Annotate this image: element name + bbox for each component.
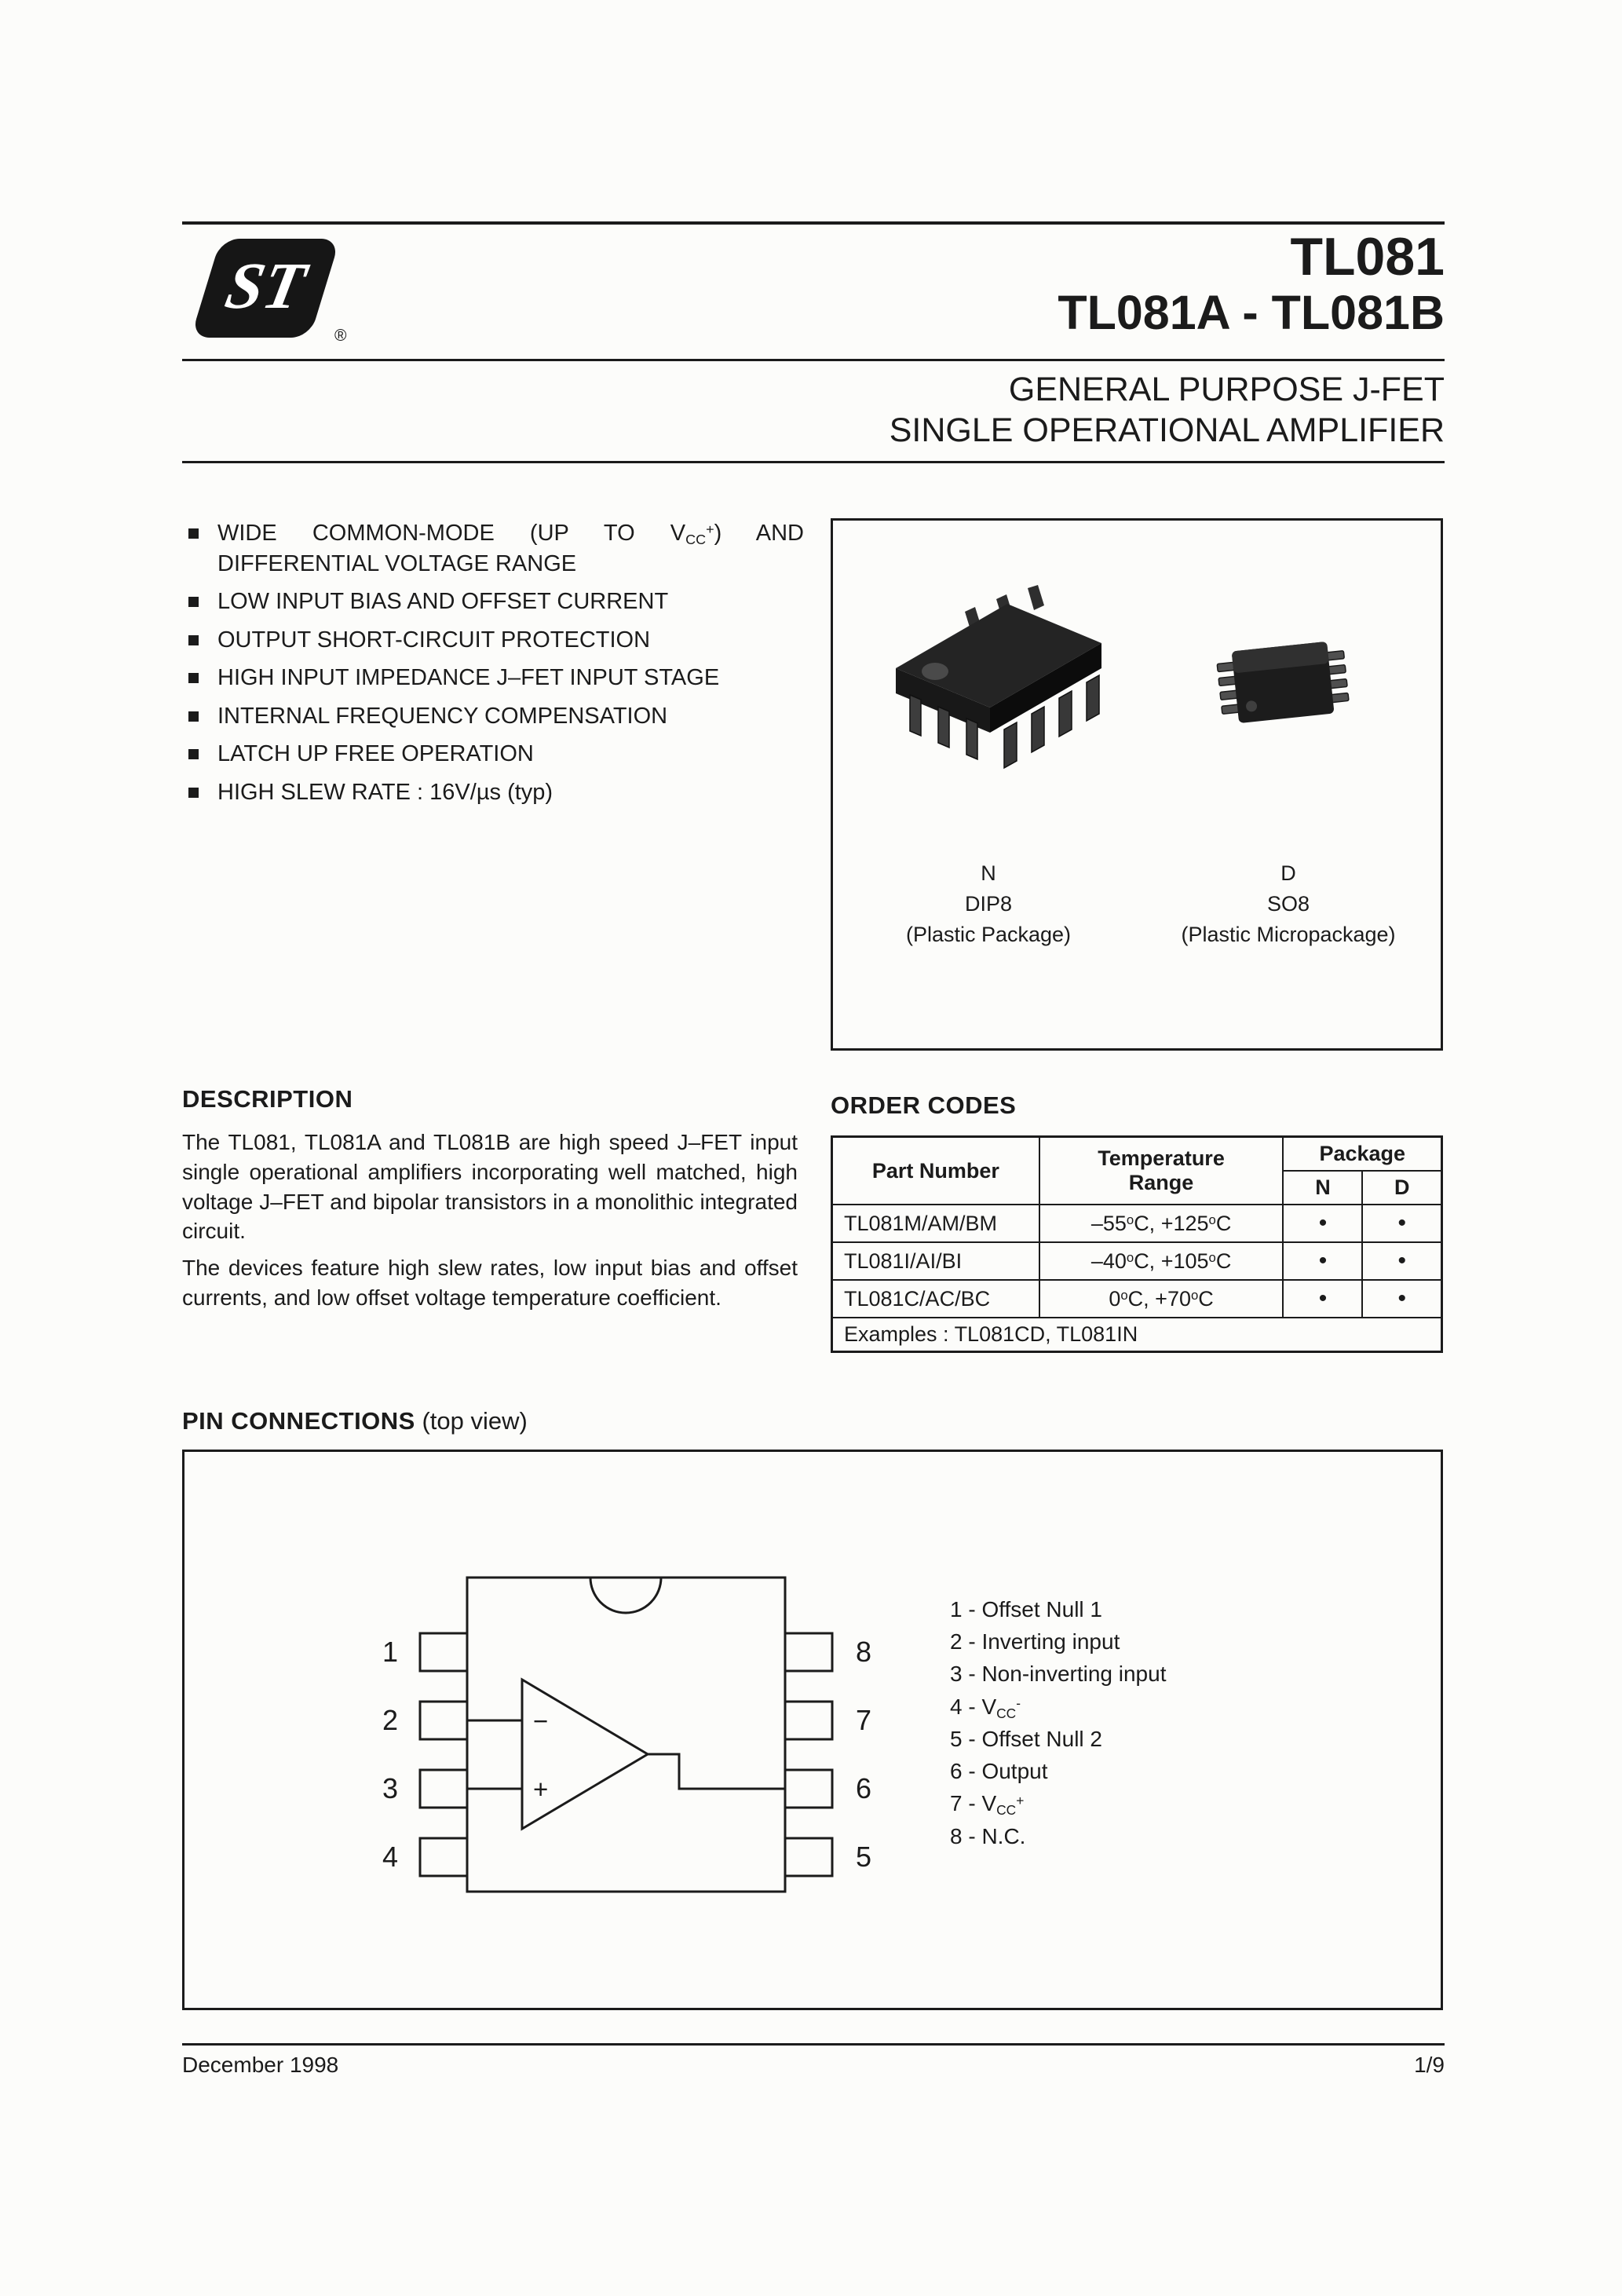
- package-code-n: N: [981, 861, 996, 885]
- col-header-package: Package: [1283, 1137, 1441, 1172]
- divider-subtitle: [182, 461, 1445, 463]
- so8-package-image: [1200, 623, 1365, 740]
- feature-text: HIGH INPUT IMPEDANCE J–FET INPUT STAGE: [217, 665, 720, 691]
- pin-description: 3 - Non-inverting input: [950, 1662, 1167, 1687]
- temperature-cell: $-55^oC$, $+125^oC$: [1039, 1205, 1284, 1242]
- pin-description: $4 - V_{CC}^-$: [950, 1694, 1021, 1721]
- col-header-part-number: Part Number: [832, 1137, 1039, 1205]
- part-number-cell: TL081C/AC/BC: [832, 1280, 1039, 1318]
- col-header-temperature-range: Temperature Range: [1039, 1137, 1284, 1205]
- feature-item: [182, 587, 804, 617]
- subtitle-block: [890, 369, 1445, 452]
- title-block: [1058, 228, 1445, 339]
- description-text: [182, 1128, 798, 1313]
- dip8-pin1-notch: [922, 663, 948, 680]
- pin-number-7: 7: [856, 1704, 872, 1736]
- pin-description: 6 - Output: [950, 1759, 1048, 1784]
- feature-item: [182, 701, 804, 732]
- pin-connections-heading: PIN CONNECTIONS (top view): [182, 1407, 528, 1435]
- left-pin-pads: [420, 1633, 467, 1876]
- package-box: [831, 518, 1443, 1051]
- pin-description: 5 - Offset Null 2: [950, 1726, 1103, 1751]
- examples-cell: Examples : TL081CD, TL081IN: [832, 1318, 1442, 1352]
- pin-description: 2 - Inverting input: [950, 1629, 1120, 1654]
- pin-description-list: [950, 1595, 1166, 1854]
- pin-number-8: 8: [856, 1636, 872, 1668]
- feature-item: [182, 625, 804, 656]
- pin-number-4: 4: [382, 1841, 398, 1873]
- temperature-cell: $-40^oC$, $+105^oC$: [1039, 1242, 1284, 1280]
- dip-notch: [590, 1578, 661, 1613]
- part-number-title: TL081: [1290, 227, 1445, 287]
- package-n-cell: •: [1283, 1280, 1362, 1318]
- table-row: [832, 1205, 1442, 1242]
- dip8-package-image: [872, 576, 1123, 788]
- st-logo-text: ST: [220, 249, 312, 323]
- package-d-cell: •: [1362, 1280, 1441, 1318]
- pin-connections-box: [182, 1450, 1443, 2010]
- pin-number-1: 1: [382, 1636, 398, 1668]
- right-pin-pads: [785, 1633, 832, 1876]
- features-list: [182, 518, 804, 816]
- dip8-package-label: [844, 858, 1133, 950]
- feature-text: INTERNAL FREQUENCY COMPENSATION: [217, 703, 668, 729]
- package-desc-dip8: (Plastic Package): [905, 923, 1072, 947]
- dip-body-outline: [467, 1578, 785, 1892]
- description-paragraph-1: The TL081, TL081A and TL081B are high speed J–FET input single operational amplifiers incorporating well matched, high voltage J–FET and bipolar transistors in a monolithic integrated circuit.: [182, 1130, 798, 1244]
- pin-number-6: 6: [856, 1772, 872, 1804]
- st-logo: [188, 239, 353, 356]
- st-logo-shape: [191, 239, 341, 338]
- col-header-package-n: N: [1283, 1171, 1362, 1205]
- pin-description: 1 - Offset Null 1: [950, 1597, 1103, 1621]
- feature-item: [182, 663, 804, 693]
- opamp-minus-sign: −: [533, 1706, 549, 1735]
- feature-text: HIGH SLEW RATE : 16V/µs (typ): [217, 779, 553, 805]
- feature-text: LATCH UP FREE OPERATION: [217, 741, 534, 767]
- registered-mark: ®: [334, 327, 347, 345]
- opamp-triangle: [522, 1680, 648, 1829]
- feature-text: OUTPUT SHORT-CIRCUIT PROTECTION: [217, 627, 651, 653]
- pin-number-3: 3: [382, 1772, 398, 1804]
- feature-item: [182, 518, 804, 579]
- part-number-cell: TL081M/AM/BM: [832, 1205, 1039, 1242]
- part-number-cell: TL081I/AI/BI: [832, 1242, 1039, 1280]
- table-header-row: [832, 1137, 1442, 1172]
- package-code-d: D: [1280, 861, 1296, 885]
- divider-top: [182, 221, 1445, 225]
- subtitle-line2: SINGLE OPERATIONAL AMPLIFIER: [889, 411, 1445, 450]
- table-row: [832, 1242, 1442, 1280]
- table-examples-row: [832, 1318, 1442, 1352]
- table-row: [832, 1280, 1442, 1318]
- dip-pinout-diagram: [310, 1546, 907, 1986]
- package-desc-so8: (Plastic Micropackage): [1181, 923, 1396, 947]
- package-n-cell: •: [1283, 1205, 1362, 1242]
- divider-footer: [182, 2043, 1445, 2046]
- package-n-cell: •: [1283, 1242, 1362, 1280]
- bullet-square-icon: [188, 635, 199, 645]
- pin-description: 8 - N.C.: [950, 1823, 1026, 1848]
- col-header-package-d: D: [1362, 1171, 1441, 1205]
- footer-date: December 1998: [182, 2053, 339, 2077]
- description-paragraph-2: The devices feature high slew rates, low input bias and offset currents, and low offset voltage temperature coefficient.: [182, 1256, 798, 1310]
- feature-text: LOW INPUT BIAS AND OFFSET CURRENT: [217, 589, 669, 615]
- package-d-cell: •: [1362, 1205, 1441, 1242]
- description-heading: DESCRIPTION: [182, 1085, 353, 1113]
- bullet-square-icon: [188, 788, 199, 798]
- package-name-dip8: DIP8: [964, 892, 1013, 916]
- bullet-square-icon: [188, 528, 199, 539]
- pin-number-5: 5: [856, 1841, 872, 1873]
- part-variants-title: TL081A - TL081B: [1058, 285, 1445, 339]
- order-codes-heading: ORDER CODES: [831, 1091, 1017, 1119]
- pin-number-2: 2: [382, 1704, 398, 1736]
- subtitle-line1: GENERAL PURPOSE J-FET: [1008, 371, 1445, 408]
- so8-package-label: [1144, 858, 1433, 950]
- bullet-square-icon: [188, 597, 199, 607]
- divider-mid: [182, 359, 1445, 361]
- bullet-square-icon: [188, 749, 199, 759]
- feature-text: WIDE COMMON-MODE (UP TO $V_{CC}^+$) AND DIFFERENTIAL VOLTAGE RANGE: [217, 521, 804, 576]
- package-name-so8: SO8: [1266, 892, 1310, 916]
- bullet-square-icon: [188, 711, 199, 722]
- opamp-plus-sign: +: [533, 1775, 549, 1804]
- footer-page-number: 1/9: [1414, 2053, 1445, 2077]
- package-d-cell: •: [1362, 1242, 1441, 1280]
- feature-item: [182, 777, 804, 808]
- order-codes-table: [831, 1135, 1443, 1353]
- pin-description: $7 - V_{CC}^+$: [950, 1791, 1025, 1819]
- bullet-square-icon: [188, 673, 199, 683]
- feature-item: [182, 739, 804, 770]
- temperature-cell: $0^oC$, $+70^oC$: [1039, 1280, 1284, 1318]
